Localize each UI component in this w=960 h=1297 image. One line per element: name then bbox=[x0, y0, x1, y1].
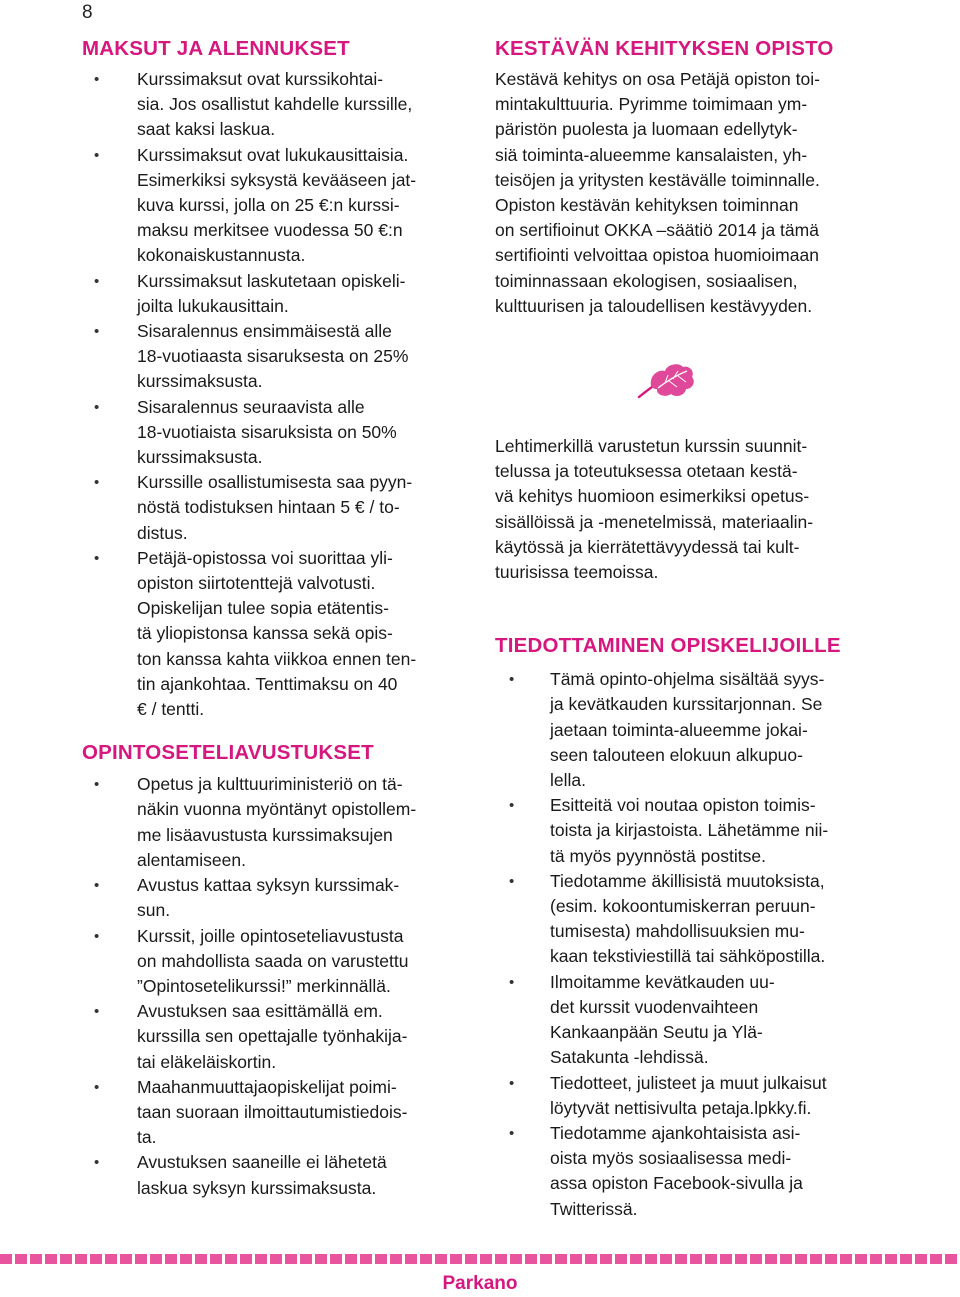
list-item: • Avustuksen saa esittämällä em. kurssilla sen opettajalle työnhakija- tai eläkeläiskortin. bbox=[94, 1001, 408, 1072]
bullet-icon: • bbox=[94, 474, 100, 492]
left-column bbox=[82, 36, 482, 1201]
list-item: • Sisaralennus seuraavista alle 18-vuotiaista sisaruksista on 50% kurssimaksusta. bbox=[94, 396, 397, 468]
section-title-fees: MAKSUT JA ALENNUKSET bbox=[82, 37, 350, 60]
bullet-icon: • bbox=[94, 398, 100, 416]
list-item: • Sisaralennus ensimmäisestä alle 18-vuotiaasta sisaruksesta on 25% kurssimaksusta. bbox=[94, 321, 409, 392]
bullet-icon: • bbox=[94, 272, 100, 290]
list-item: • Opetus ja kulttuuriministeriö on tä- näkin vuonna myöntänyt opistollem- me lisäavustusta kurssimaksujen alentamiseen. bbox=[94, 774, 417, 870]
list-item: • Maahanmuuttajaopiskelijat poimi- taan suoraan ilmoittautumistiedois- ta. bbox=[94, 1076, 408, 1148]
bullet-icon: • bbox=[509, 797, 515, 815]
communication-list bbox=[495, 667, 895, 1221]
bullet-icon: • bbox=[94, 1154, 100, 1172]
bullet-icon: • bbox=[94, 71, 100, 88]
bullet-icon: • bbox=[94, 1003, 100, 1021]
fees-list bbox=[82, 67, 482, 722]
bullet-icon: • bbox=[509, 1124, 515, 1142]
bullet-icon: • bbox=[94, 323, 100, 341]
section-title-sustainability: KESTÄVÄN KEHITYKSEN OPISTO bbox=[495, 37, 834, 60]
list-item: • Tiedotteet, julisteet ja muut julkaisut löytyvät nettisivulta petaja.lpkky.fi. bbox=[509, 1072, 827, 1118]
right-column bbox=[495, 36, 895, 1222]
list-item: • Kurssimaksut ovat kurssikohtai- sia. Jos osallistut kahdelle kurssille, saat kaksi laskua. bbox=[94, 69, 413, 140]
list-item: • Tämä opinto-ohjelma sisältää syys- ja kevätkauden kurssitarjonnan. Se jaetaan toiminta-alueemme jokai- seen talouteen elokuun alkupuo- lella. bbox=[509, 669, 825, 791]
list-item: • Esitteitä voi noutaa opiston toimis- toista ja kirjastoista. Lähetämme nii- tä myös pyynnöstä postitse. bbox=[509, 795, 829, 866]
list-item: • Kurssimaksut ovat lukukausittaisia. Esimerkiksi syksystä kevääseen jat- kuva kurssi, jolla on 25 €:n kurssi- maksu merkitsee vuodessa 50 €:n kokonaiskustannusta. bbox=[94, 144, 417, 266]
bullet-icon: • bbox=[94, 1078, 100, 1096]
vouchers-list bbox=[82, 772, 482, 1200]
footer-location: Parkano bbox=[442, 1273, 518, 1294]
list-item: • Avustuksen saaneille ei lähetetä laskua syksyn kurssimaksusta. bbox=[94, 1152, 387, 1198]
bullet-icon: • bbox=[509, 671, 515, 689]
list-item: • Petäjä-opistossa voi suorittaa yli- opiston siirtotenttejä valvotusti. Opiskelijan tulee sopia etätentis- tä yliopistonsa kanssa sekä opis- ton kanssa kahta viikkoa ennen ten- tin ajankohtaa. Tenttimaksu on 40 € / tentti. bbox=[94, 547, 417, 720]
leaf-area bbox=[495, 319, 895, 434]
list-item: • Avustus kattaa syksyn kurssimak- sun. bbox=[94, 875, 400, 921]
list-item: • Kurssit, joille opintoseteliavustusta on mahdollista saada on varustettu ”Opintosetelikurssi!” merkinnällä. bbox=[94, 925, 409, 996]
bullet-icon: • bbox=[94, 927, 100, 945]
list-item: • Kurssille osallistumisesta saa pyyn- nöstä todistuksen hintaan 5 € / to- distus. bbox=[94, 472, 413, 543]
bullet-icon: • bbox=[94, 877, 100, 895]
list-item: • Tiedotamme ajankohtaisista asi- oista myös sosiaalisessa medi- assa opiston Facebook-sivulla ja Twitterissä. bbox=[509, 1122, 803, 1219]
page-number: 8 bbox=[82, 2, 93, 23]
bullet-icon: • bbox=[509, 872, 515, 890]
leaf-paragraph: Lehtimerkillä varustetun kurssin suunnit- telussa ja toteutuksessa otetaan kestä- vä kehitys huomioon esimerkiksi opetus- sisällöissä ja -menetelmissä, materiaalin- käytössä ja kierrätettävyydessä tai kult- tuurisissa teemoissa. bbox=[495, 436, 814, 583]
bullet-icon: • bbox=[509, 1074, 515, 1092]
bullet-icon: • bbox=[94, 146, 100, 164]
bullet-icon: • bbox=[509, 973, 515, 991]
sustainability-paragraph: Kestävä kehitys on osa Petäjä opiston toi- mintakulttuuria. Pyrimme toimimaan ym- päristön puolesta ja luomaan edellytyk- siä toiminta-alueemme kansalaisten, yh- teisöjen ja yritysten kestävälle toiminnalle. Opiston kestävän kehityksen toiminnan on sertifioinut OKKA –säätiö 2014 ja tämä sertifiointi velvoittaa opistoa huomioimaan toiminnassaan ekologisen, sosiaalisen, kulttuurisen ja taloudellisen kestävyyden. bbox=[495, 69, 820, 316]
list-item: • Kurssimaksut laskutetaan opiskeli- joilta lukukausittain. bbox=[94, 270, 406, 316]
footer-divider bbox=[0, 1254, 960, 1264]
bullet-icon: • bbox=[94, 549, 100, 567]
section-title-communication: TIEDOTTAMINEN OPISKELIJOILLE bbox=[495, 634, 841, 658]
section-title-vouchers: OPINTOSETELIAVUSTUKSET bbox=[82, 741, 374, 765]
list-item: • Tiedotamme äkillisistä muutoksista, (esim. kokoontumiskerran peruun- tumisesta) mahdollisuuksien mu- kaan tekstiviestillä tai sähköpostilla. bbox=[509, 870, 826, 967]
list-item: • Ilmoitamme kevätkauden uu- det kurssit vuodenvaihteen Kankaanpään Seutu ja Ylä- Satakunta -lehdissä. bbox=[509, 971, 775, 1068]
bullet-icon: • bbox=[94, 776, 100, 794]
leaf-icon bbox=[635, 361, 697, 401]
